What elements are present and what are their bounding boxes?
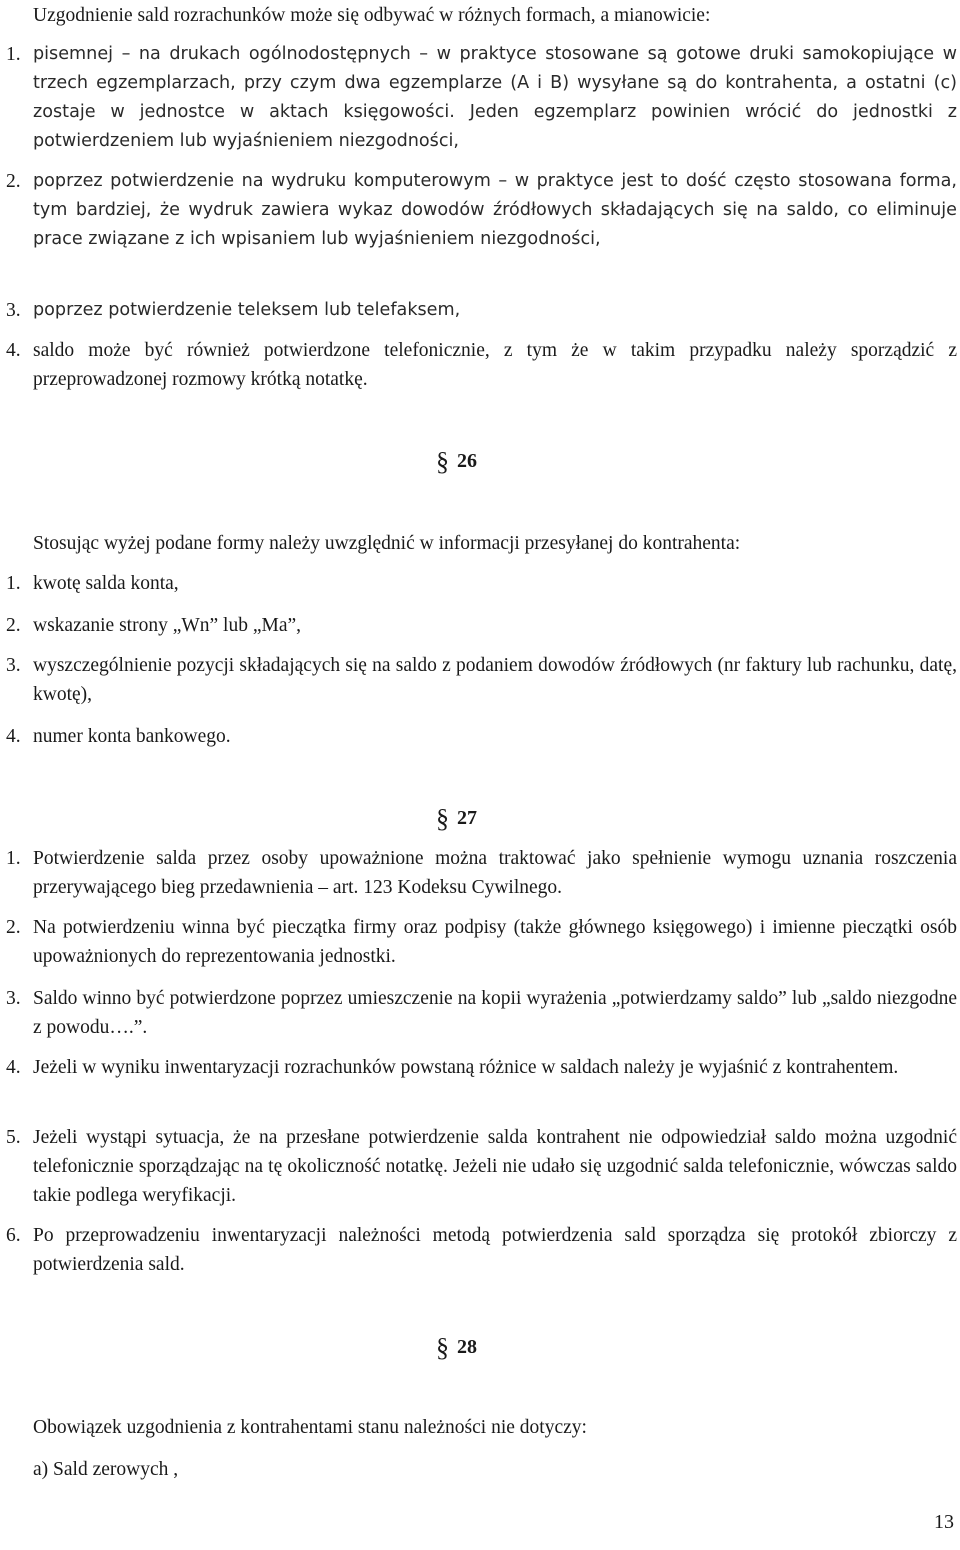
section-symbol: §	[436, 1333, 449, 1362]
list-item	[0, 844, 957, 902]
section-heading-26	[0, 447, 960, 479]
list-item	[0, 611, 957, 640]
list-item-number: 3.	[6, 300, 21, 321]
list-item	[0, 296, 957, 325]
list-item-text: Na potwierdzeniu winna być pieczątka firmy oraz podpisy (także głównego księgowego) i imienne pieczątki osób upoważnionych do reprezentowania jednostki.	[33, 917, 957, 967]
section-28-item-a: a) Sald zerowych ,	[33, 1459, 179, 1480]
list-item-text: Jeżeli w wyniku inwentaryzacji rozrachunków powstaną różnice w saldach należy je wyjaśnić z kontrahentem.	[33, 1057, 899, 1078]
section-26-intro: Stosując wyżej podane formy należy uwzględnić w informacji przesyłanej do kontrahenta:	[33, 533, 741, 554]
list-item-number: 2.	[6, 917, 21, 938]
list-item-number: 4.	[6, 1057, 21, 1078]
list-item-text: Po przeprowadzeniu inwentaryzacji należności metodą potwierdzenia sald sporządza się protokół zbiorczy z potwierdzenia sald.	[33, 1225, 957, 1275]
list-item	[0, 336, 957, 394]
list-item-number: 3.	[6, 655, 21, 676]
list-item-text: poprzez potwierdzenie teleksem lub telefaksem,	[33, 300, 461, 320]
list-item-text: wyszczególnienie pozycji składających się na saldo z podaniem dowodów źródłowych (nr faktury lub rachunku, datę, kwotę),	[33, 655, 957, 705]
list-item	[0, 569, 957, 598]
list-item-number: 1.	[6, 573, 21, 594]
section-number: 27	[457, 807, 477, 829]
list-item-text: Jeżeli wystąpi sytuacja, że na przesłane potwierdzenie salda kontrahent nie odpowiedział saldo można uzgodnić telefonicznie sporządzając na tę okoliczność notatkę. Jeżeli nie udało się uzgodnić salda telefonicznie, wówczas saldo takie podlega weryfikacji.	[33, 1127, 957, 1206]
section-number: 26	[457, 450, 477, 472]
list-item-number: 2.	[6, 171, 21, 192]
list-item	[0, 722, 957, 751]
list-item-number: 6.	[6, 1225, 21, 1246]
list-item-text: wskazanie strony „Wn” lub „Ma”,	[33, 615, 302, 636]
section-28-intro: Obowiązek uzgodnienia z kontrahentami stanu należności nie dotyczy:	[33, 1417, 587, 1438]
list-item-text: poprzez potwierdzenie na wydruku komputerowym – w praktyce jest to dość często stosowana forma, tym bardziej, że wydruk zawiera wykaz dowodów źródłowych składających się na saldo, co eliminuje prace związane z ich wpisaniem lub wyjaśnieniem niezgodności,	[33, 171, 957, 249]
section-heading-27	[0, 804, 960, 836]
list-item-number: 4.	[6, 726, 21, 747]
list-item	[0, 651, 957, 709]
list-item	[0, 167, 957, 254]
section-symbol: §	[436, 804, 449, 833]
list-item	[0, 913, 957, 971]
list-item-number: 5.	[6, 1127, 21, 1148]
section-heading-28	[0, 1333, 960, 1365]
intro-text: Uzgodnienie sald rozrachunków może się odbywać w różnych formach, a mianowicie:	[33, 5, 711, 26]
list-item	[0, 1053, 957, 1082]
section-number: 28	[457, 1336, 477, 1358]
list-item-text: Saldo winno być potwierdzone poprzez umieszczenie na kopii wyrażenia „potwierdzamy saldo” lub „saldo niezgodne z powodu….”.	[33, 988, 957, 1038]
list-item-number: 4.	[6, 340, 21, 361]
list-item-text: numer konta bankowego.	[33, 726, 231, 747]
list-item	[0, 1123, 957, 1210]
page-number: 13	[934, 1511, 954, 1533]
list-item-text: pisemnej – na drukach ogólnodostępnych – w praktyce stosowane są gotowe druki samokopiujące w trzech egzemplarzach, przy czym dwa egzemplarze (A i B) wysyłane są do kontrahenta, a ostatni (c) zostaje w jednostce w aktach księgowości. Jeden egzemplarz powinien wrócić do jednostki z potwierdzeniem lub wyjaśnieniem niezgodności,	[33, 44, 957, 151]
list-item-number: 3.	[6, 988, 21, 1009]
list-item-number: 1.	[6, 44, 21, 65]
list-item-number: 1.	[6, 848, 21, 869]
list-item	[0, 984, 957, 1042]
list-item-text: kwotę salda konta,	[33, 573, 179, 594]
section-symbol: §	[436, 447, 449, 476]
list-item-text: Potwierdzenie salda przez osoby upoważnione można traktować jako spełnienie wymogu uznania roszczenia przerywającego bieg przedawnienia – art. 123 Kodeksu Cywilnego.	[33, 848, 957, 898]
list-item	[0, 1221, 957, 1279]
list-item	[0, 40, 957, 156]
list-item-text: saldo może być również potwierdzone telefonicznie, z tym że w takim przypadku należy sporządzić z przeprowadzonej rozmowy krótką notatkę.	[33, 340, 957, 390]
list-item-number: 2.	[6, 615, 21, 636]
